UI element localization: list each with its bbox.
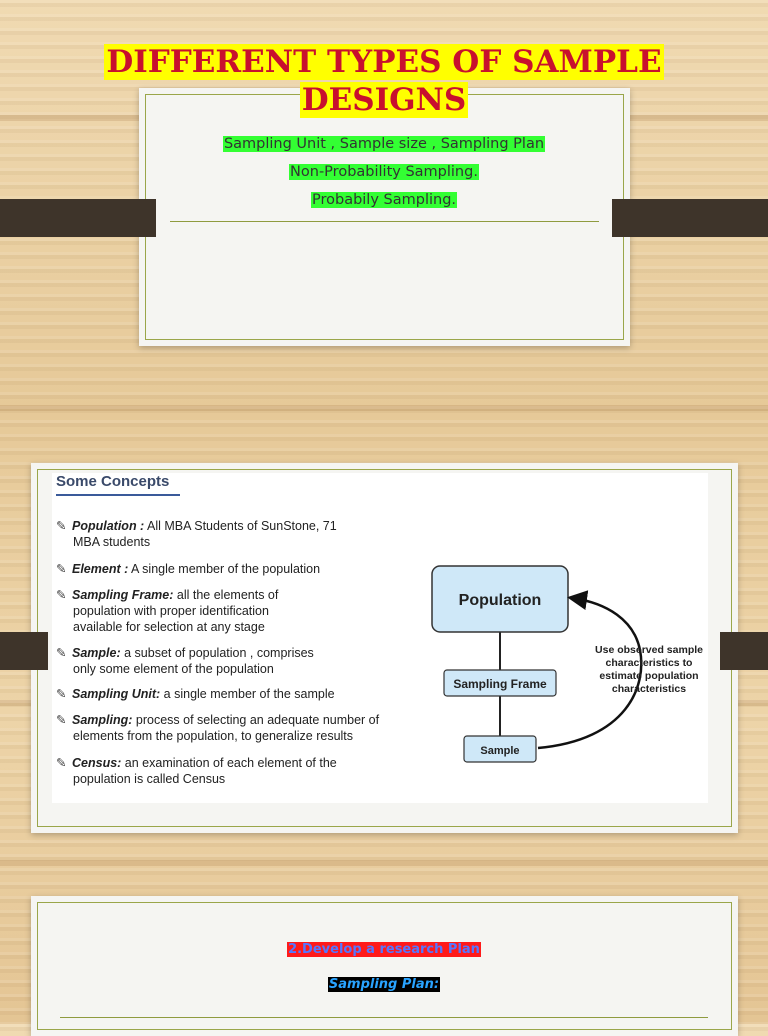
wood-seam: [0, 405, 768, 411]
concept-item: ✎ Census: an examination of each element of the population is called Census: [56, 756, 337, 786]
note-line-4: characteristics: [611, 683, 687, 695]
slide-1-bullet-3: Probabily Sampling.: [311, 192, 457, 208]
slide-3-border: [37, 902, 732, 1030]
slide-1-bullet-1: Sampling Unit , Sample size , Sampling Plan: [223, 136, 545, 152]
note-line-2: characteristics to: [605, 657, 693, 669]
population-label: Population: [458, 592, 542, 609]
pencil-icon: ✎: [56, 756, 67, 770]
concepts-heading: Some Concepts: [56, 473, 170, 490]
pencil-icon: ✎: [56, 646, 67, 660]
concept-item: ✎ Sampling Unit: a single member of the sample: [56, 687, 335, 701]
sample-label: Sample: [480, 745, 520, 757]
concept-item: ✎ Population : All MBA Students of SunStone, 71 MBA students: [56, 519, 337, 549]
slide-2-right-tab: [720, 632, 768, 670]
slide-3-card: [31, 896, 738, 1036]
sampling-diagram: [422, 558, 712, 778]
note-line-1: Use observed sample: [595, 644, 703, 656]
pencil-icon: ✎: [56, 519, 67, 533]
pencil-icon: ✎: [56, 588, 67, 602]
wood-seam: [0, 860, 768, 866]
concepts-image: [52, 473, 708, 803]
pencil-icon: ✎: [56, 562, 67, 576]
pencil-icon: ✎: [56, 687, 67, 701]
concept-item: ✎ Element : A single member of the population: [56, 562, 321, 576]
note-line-3: estimate population: [599, 670, 699, 682]
concept-item: ✎ Sampling: process of selecting an adequate number of elements from the population, to generalize results: [56, 713, 380, 743]
slide-2-left-tab: [0, 632, 48, 670]
pencil-icon: ✎: [56, 713, 67, 727]
slide-1-title-line-1: DIFFERENT TYPES OF SAMPLE: [106, 44, 662, 80]
slide-1-title-line-2: DESIGNS: [301, 82, 467, 118]
research-plan-heading: 2.Develop a research Plan: [288, 942, 480, 957]
slide-3-divider: [60, 1017, 708, 1018]
concept-item: ✎ Sampling Frame: all the elements of population with proper identification available for selection at any stage: [56, 588, 279, 634]
concepts-heading-underline: [56, 494, 180, 496]
slide-1-divider: [170, 221, 599, 222]
sampling-frame-label: Sampling Frame: [453, 677, 547, 691]
slide-1-bullet-2: Non-Probability Sampling.: [290, 164, 478, 180]
slide-1-card: [139, 88, 630, 346]
sampling-plan-heading: Sampling Plan:: [328, 977, 440, 992]
concept-item: ✎ Sample: a subset of population , comprises only some element of the population: [56, 646, 314, 676]
